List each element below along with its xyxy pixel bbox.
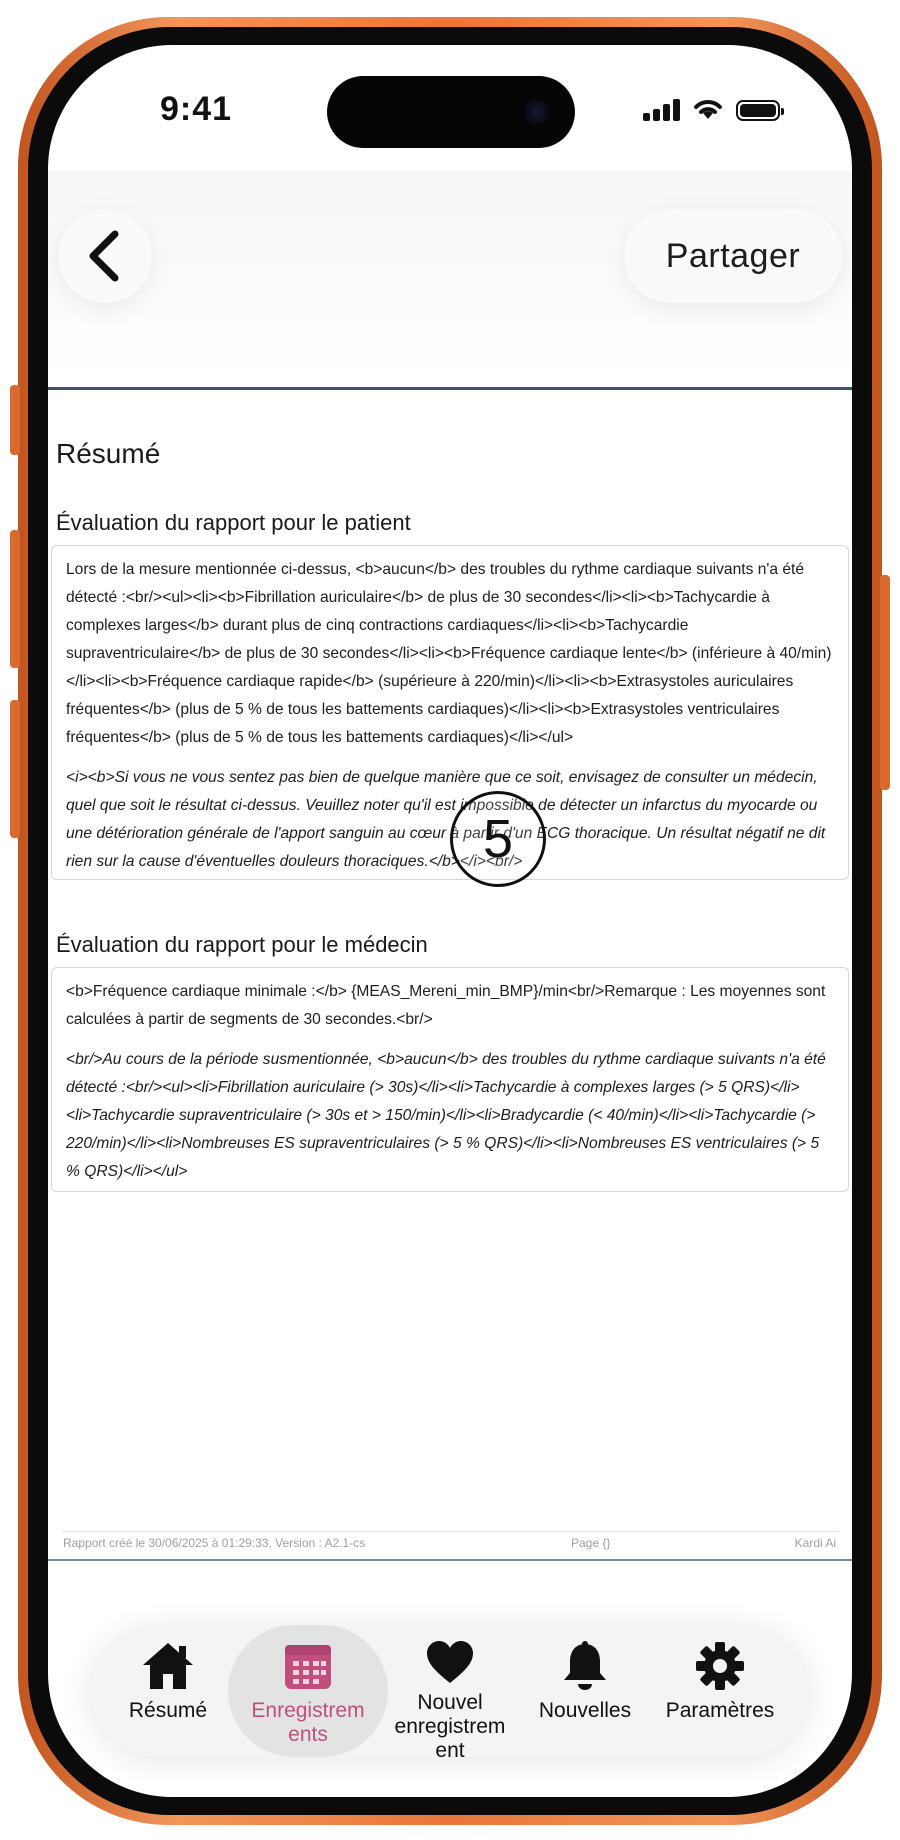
heart-icon xyxy=(425,1639,475,1685)
footer-page: Page {} xyxy=(571,1536,611,1550)
footer-border xyxy=(48,1559,852,1561)
header-divider xyxy=(48,387,852,390)
doctor-report-card xyxy=(51,967,849,1192)
tab-resume[interactable] xyxy=(98,1625,238,1757)
tab-nouvelles-label: Nouvelles xyxy=(538,1699,632,1722)
bell-icon xyxy=(561,1640,609,1692)
patient-report-text: Lors de la mesure mentionnée ci-dessus, <b>aucun</b> des troubles du rythme cardiaque suivants n'a été détecté :<br/><ul><li><b>Fibrillation auriculaire</b> de plus de 30 secondes</li><li><b>Tachycardie à complexes larges</b> durant plus de cinq contractions cardiaques</li><li><b>Tachycardie supraventriculaire</b> de plus de 30 secondes</li><li><b>Fréquence cardiaque lente</b> (inférieure à 40/min)</li><li><b>Fréquence cardiaque rapide</b> (supérieure à 220/min)</li><li><b>Extrasystoles auriculaires fréquentes</b> (plus de 5 % de tous les battements cardiaques)</li><li><b>Extrasystoles ventriculaires fréquentes</b> (plus de 5 % de tous les battements cardiaques)</li></ul> xyxy=(66,561,832,746)
action-button xyxy=(10,385,20,455)
wifi-icon xyxy=(692,97,724,121)
dynamic-island xyxy=(327,76,575,148)
back-button[interactable] xyxy=(58,209,152,303)
status-icons xyxy=(643,97,780,121)
tab-parametres-label: Paramètres xyxy=(665,1699,775,1722)
volume-up-button xyxy=(10,530,20,668)
gear-icon xyxy=(695,1641,745,1691)
chevron-left-icon xyxy=(85,230,125,282)
footer-created: Rapport créé le 30/06/2025 à 01:29:33, Version : A2.1-cs xyxy=(63,1536,366,1550)
tab-nouvel-enregistrement-label: Nouvel enregistrem ent xyxy=(394,1691,506,1762)
tab-parametres[interactable] xyxy=(650,1625,790,1757)
signal-icon xyxy=(643,99,680,121)
patient-report-note: <i><b>Si vous ne vous sentez pas bien de quelque manière que ce soit, envisagez de consulter un médecin, quel que soit le résultat ci-dessus. Veuillez noter qu'il est impossible de détecter un infarctus du myocarde ou une détérioration générale de l'apport sanguin au cœur à partir d'un ECG thoracique. Un résultat négatif ne dit rien sur la cause d'éventuelles douleurs thoraciques.</b></i><br/> xyxy=(66,769,826,870)
header xyxy=(48,171,852,381)
step-number-badge: 5 xyxy=(450,791,546,887)
camera-icon xyxy=(525,100,549,124)
footer-brand: Kardi Ai xyxy=(794,1536,836,1550)
power-button xyxy=(880,575,890,790)
share-button[interactable]: Partager xyxy=(624,209,842,303)
tab-resume-label: Résumé xyxy=(128,1699,208,1722)
calendar-icon xyxy=(283,1641,333,1691)
battery-icon xyxy=(736,100,780,121)
tab-enregistrements-label: Enregistrem ents xyxy=(251,1699,365,1746)
screen xyxy=(48,45,852,1797)
page-title: Résumé xyxy=(56,438,161,469)
volume-down-button xyxy=(10,700,20,838)
status-time: 9:41 xyxy=(160,90,233,128)
footer-divider xyxy=(62,1531,838,1532)
tab-nouvelles[interactable] xyxy=(515,1625,655,1757)
tab-nouvel-enregistrement[interactable] xyxy=(380,1625,520,1762)
doctor-report-text: <b>Fréquence cardiaque minimale :</b> {MEAS_Mereni_min_BMP}/min<br/>Remarque : Les moyennes sont calculées à partir de segments de 30 secondes.<br/> xyxy=(66,983,826,1028)
doctor-section-title: Évaluation du rapport pour le médecin xyxy=(56,932,428,957)
home-icon xyxy=(141,1640,195,1692)
doctor-report-note: <br/>Au cours de la période susmentionnée, <b>aucun</b> des troubles du rythme cardiaque suivants n'a été détecté :<br/><ul><li>Fibrillation auriculaire (> 30s)</li><li>Tachycardie à complexes larges (> 5 QRS)</li><li>Tachycardie supraventriculaire (> 30s et > 150/min)</li><li>Bradycardie (< 40/min)</li><li>Tachycardie (> 220/min)</li><li>Nombreuses ES supraventriculaires (> 5 % QRS)</li><li>Nombreuses ES ventriculaires (> 5 % QRS)</li></ul> xyxy=(66,1051,826,1180)
tab-enregistrements[interactable] xyxy=(228,1625,388,1757)
patient-section-title: Évaluation du rapport pour le patient xyxy=(56,510,411,535)
tab-bar xyxy=(90,1625,810,1762)
